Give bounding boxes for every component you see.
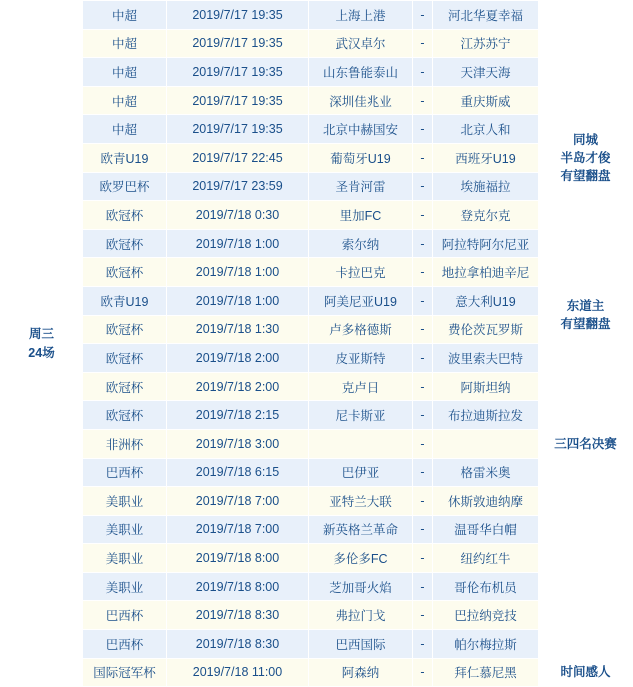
table-row (1, 572, 633, 601)
kickoff-time-cell: 2019/7/18 1:30 (167, 315, 309, 344)
versus-dash: - (413, 229, 433, 258)
versus-dash: - (413, 401, 433, 430)
home-team-cell: 芝加哥火焰 (309, 572, 413, 601)
table-row (1, 401, 633, 430)
note-cell-empty (539, 372, 633, 401)
table-row (1, 201, 633, 230)
away-team-cell: 巴拉纳竞技 (433, 601, 539, 630)
home-team-cell: 巴伊亚 (309, 458, 413, 487)
away-team-cell: 阿拉特阿尔尼亚 (433, 229, 539, 258)
competition-cell: 中超 (83, 58, 167, 87)
table-row (1, 143, 633, 172)
versus-dash: - (413, 143, 433, 172)
day-label-line1: 周三 (28, 326, 54, 341)
note-cell-empty (539, 29, 633, 58)
kickoff-time-cell: 2019/7/18 8:00 (167, 544, 309, 573)
competition-cell: 美职业 (83, 487, 167, 516)
home-team-cell: 北京中赫国安 (309, 115, 413, 144)
versus-dash: - (413, 572, 433, 601)
home-team-cell: 圣肯河雷 (309, 172, 413, 201)
home-team-cell: 多伦多FC (309, 544, 413, 573)
competition-cell: 中超 (83, 115, 167, 144)
table-row (1, 29, 633, 58)
away-team-cell: 重庆斯威 (433, 86, 539, 115)
note-cell-empty (539, 515, 633, 544)
away-team-cell: 费伦茨瓦罗斯 (433, 315, 539, 344)
home-team-cell: 武汉卓尔 (309, 29, 413, 58)
versus-dash: - (413, 372, 433, 401)
home-team-cell: 克卢日 (309, 372, 413, 401)
note-line: 同城 (572, 132, 598, 147)
home-team-cell: 皮亚斯特 (309, 344, 413, 373)
home-team-cell: 葡萄牙U19 (309, 143, 413, 172)
note-cell (539, 115, 633, 201)
versus-dash: - (413, 258, 433, 287)
home-team-cell: 阿森纳 (309, 658, 413, 687)
kickoff-time-cell: 2019/7/17 19:35 (167, 1, 309, 30)
kickoff-time-cell: 2019/7/18 1:00 (167, 229, 309, 258)
kickoff-time-cell: 2019/7/18 7:00 (167, 487, 309, 516)
table-row (1, 115, 633, 144)
away-team-cell (433, 429, 539, 458)
note-cell-empty (539, 86, 633, 115)
versus-dash: - (413, 601, 433, 630)
table-row (1, 601, 633, 630)
home-team-cell: 尼卡斯亚 (309, 401, 413, 430)
day-label-cell (1, 1, 83, 687)
home-team-cell (309, 429, 413, 458)
table-row (1, 544, 633, 573)
versus-dash: - (413, 172, 433, 201)
note-line: 三四名决赛 (554, 436, 617, 451)
competition-cell: 巴西杯 (83, 458, 167, 487)
competition-cell: 美职业 (83, 544, 167, 573)
note-cell-empty (539, 487, 633, 516)
competition-cell: 国际冠军杯 (83, 658, 167, 687)
competition-cell: 欧冠杯 (83, 401, 167, 430)
kickoff-time-cell: 2019/7/18 7:00 (167, 515, 309, 544)
away-team-cell: 埃施福拉 (433, 172, 539, 201)
day-label-line2: 24场 (28, 345, 55, 360)
versus-dash: - (413, 86, 433, 115)
away-team-cell: 河北华夏幸福 (433, 1, 539, 30)
competition-cell: 欧青U19 (83, 143, 167, 172)
competition-cell: 欧冠杯 (83, 372, 167, 401)
versus-dash: - (413, 544, 433, 573)
note-line: 有望翻盘 (560, 168, 611, 183)
home-team-cell: 亚特兰大联 (309, 487, 413, 516)
away-team-cell: 地拉拿柏迪辛尼 (433, 258, 539, 287)
kickoff-time-cell: 2019/7/18 8:30 (167, 601, 309, 630)
table-row (1, 86, 633, 115)
kickoff-time-cell: 2019/7/17 19:35 (167, 29, 309, 58)
versus-dash: - (413, 201, 433, 230)
kickoff-time-cell: 2019/7/18 3:00 (167, 429, 309, 458)
versus-dash: - (413, 344, 433, 373)
kickoff-time-cell: 2019/7/17 19:35 (167, 115, 309, 144)
note-cell-empty (539, 601, 633, 630)
kickoff-time-cell: 2019/7/18 1:00 (167, 258, 309, 287)
kickoff-time-cell: 2019/7/18 1:00 (167, 286, 309, 315)
note-line: 时间感人 (560, 665, 611, 680)
table-row (1, 458, 633, 487)
home-team-cell: 弗拉门戈 (309, 601, 413, 630)
note-cell-empty (539, 344, 633, 373)
home-team-cell: 新英格兰革命 (309, 515, 413, 544)
competition-cell: 欧冠杯 (83, 229, 167, 258)
note-cell-empty (539, 229, 633, 258)
competition-cell: 中超 (83, 1, 167, 30)
kickoff-time-cell: 2019/7/18 2:00 (167, 344, 309, 373)
versus-dash: - (413, 1, 433, 30)
versus-dash: - (413, 515, 433, 544)
away-team-cell: 北京人和 (433, 115, 539, 144)
versus-dash: - (413, 29, 433, 58)
table-row (1, 58, 633, 87)
kickoff-time-cell: 2019/7/17 19:35 (167, 86, 309, 115)
note-cell-empty (539, 458, 633, 487)
away-team-cell: 登克尔克 (433, 201, 539, 230)
away-team-cell: 哥伦布机员 (433, 572, 539, 601)
home-team-cell: 上海上港 (309, 1, 413, 30)
kickoff-time-cell: 2019/7/18 2:00 (167, 372, 309, 401)
table-row (1, 630, 633, 659)
competition-cell: 中超 (83, 86, 167, 115)
kickoff-time-cell: 2019/7/18 6:15 (167, 458, 309, 487)
kickoff-time-cell: 2019/7/18 0:30 (167, 201, 309, 230)
kickoff-time-cell: 2019/7/18 11:00 (167, 658, 309, 687)
kickoff-time-cell: 2019/7/18 8:00 (167, 572, 309, 601)
table-row (1, 1, 633, 30)
home-team-cell: 山东鲁能泰山 (309, 58, 413, 87)
away-team-cell: 意大利U19 (433, 286, 539, 315)
table-row (1, 344, 633, 373)
kickoff-time-cell: 2019/7/17 22:45 (167, 143, 309, 172)
versus-dash: - (413, 630, 433, 659)
table-row (1, 258, 633, 287)
versus-dash: - (413, 458, 433, 487)
note-cell (539, 658, 633, 687)
table-row (1, 172, 633, 201)
competition-cell: 中超 (83, 29, 167, 58)
table-row (1, 315, 633, 344)
table-row (1, 658, 633, 687)
table-row (1, 229, 633, 258)
home-team-cell: 卡拉巴克 (309, 258, 413, 287)
away-team-cell: 布拉迪斯拉发 (433, 401, 539, 430)
kickoff-time-cell: 2019/7/17 23:59 (167, 172, 309, 201)
note-cell-empty (539, 544, 633, 573)
versus-dash: - (413, 286, 433, 315)
versus-dash: - (413, 315, 433, 344)
versus-dash: - (413, 58, 433, 87)
home-team-cell: 深圳佳兆业 (309, 86, 413, 115)
versus-dash: - (413, 115, 433, 144)
table-row (1, 372, 633, 401)
away-team-cell: 温哥华白帽 (433, 515, 539, 544)
competition-cell: 欧罗巴杯 (83, 172, 167, 201)
competition-cell: 欧冠杯 (83, 315, 167, 344)
competition-cell: 欧青U19 (83, 286, 167, 315)
note-line: 半岛才俊 (560, 150, 611, 165)
home-team-cell: 索尔纳 (309, 229, 413, 258)
note-cell-empty (539, 201, 633, 230)
versus-dash: - (413, 658, 433, 687)
competition-cell: 美职业 (83, 515, 167, 544)
competition-cell: 巴西杯 (83, 601, 167, 630)
home-team-cell: 卢多格德斯 (309, 315, 413, 344)
table-row (1, 487, 633, 516)
away-team-cell: 江苏苏宁 (433, 29, 539, 58)
away-team-cell: 拜仁慕尼黑 (433, 658, 539, 687)
note-cell-empty (539, 258, 633, 287)
note-cell-empty (539, 572, 633, 601)
table-row (1, 515, 633, 544)
note-line: 东道主 (566, 298, 605, 313)
competition-cell: 巴西杯 (83, 630, 167, 659)
away-team-cell: 休斯敦迪纳摩 (433, 487, 539, 516)
away-team-cell: 波里索夫巴特 (433, 344, 539, 373)
note-cell (539, 429, 633, 458)
away-team-cell: 天津天海 (433, 58, 539, 87)
home-team-cell: 巴西国际 (309, 630, 413, 659)
note-cell (539, 286, 633, 343)
versus-dash: - (413, 429, 433, 458)
note-cell-empty (539, 401, 633, 430)
away-team-cell: 西班牙U19 (433, 143, 539, 172)
kickoff-time-cell: 2019/7/18 2:15 (167, 401, 309, 430)
away-team-cell: 纽约红牛 (433, 544, 539, 573)
away-team-cell: 阿斯坦纳 (433, 372, 539, 401)
table-row (1, 286, 633, 315)
competition-cell: 美职业 (83, 572, 167, 601)
table-row (1, 429, 633, 458)
competition-cell: 欧冠杯 (83, 344, 167, 373)
note-cell-empty (539, 1, 633, 30)
competition-cell: 欧冠杯 (83, 201, 167, 230)
kickoff-time-cell: 2019/7/17 19:35 (167, 58, 309, 87)
kickoff-time-cell: 2019/7/18 8:30 (167, 630, 309, 659)
competition-cell: 非洲杯 (83, 429, 167, 458)
versus-dash: - (413, 487, 433, 516)
home-team-cell: 阿美尼亚U19 (309, 286, 413, 315)
note-cell-empty (539, 630, 633, 659)
home-team-cell: 里加FC (309, 201, 413, 230)
away-team-cell: 格雷米奥 (433, 458, 539, 487)
note-cell-empty (539, 58, 633, 87)
competition-cell: 欧冠杯 (83, 258, 167, 287)
away-team-cell: 帕尔梅拉斯 (433, 630, 539, 659)
note-line: 有望翻盘 (560, 317, 611, 332)
fixtures-body (1, 1, 633, 687)
